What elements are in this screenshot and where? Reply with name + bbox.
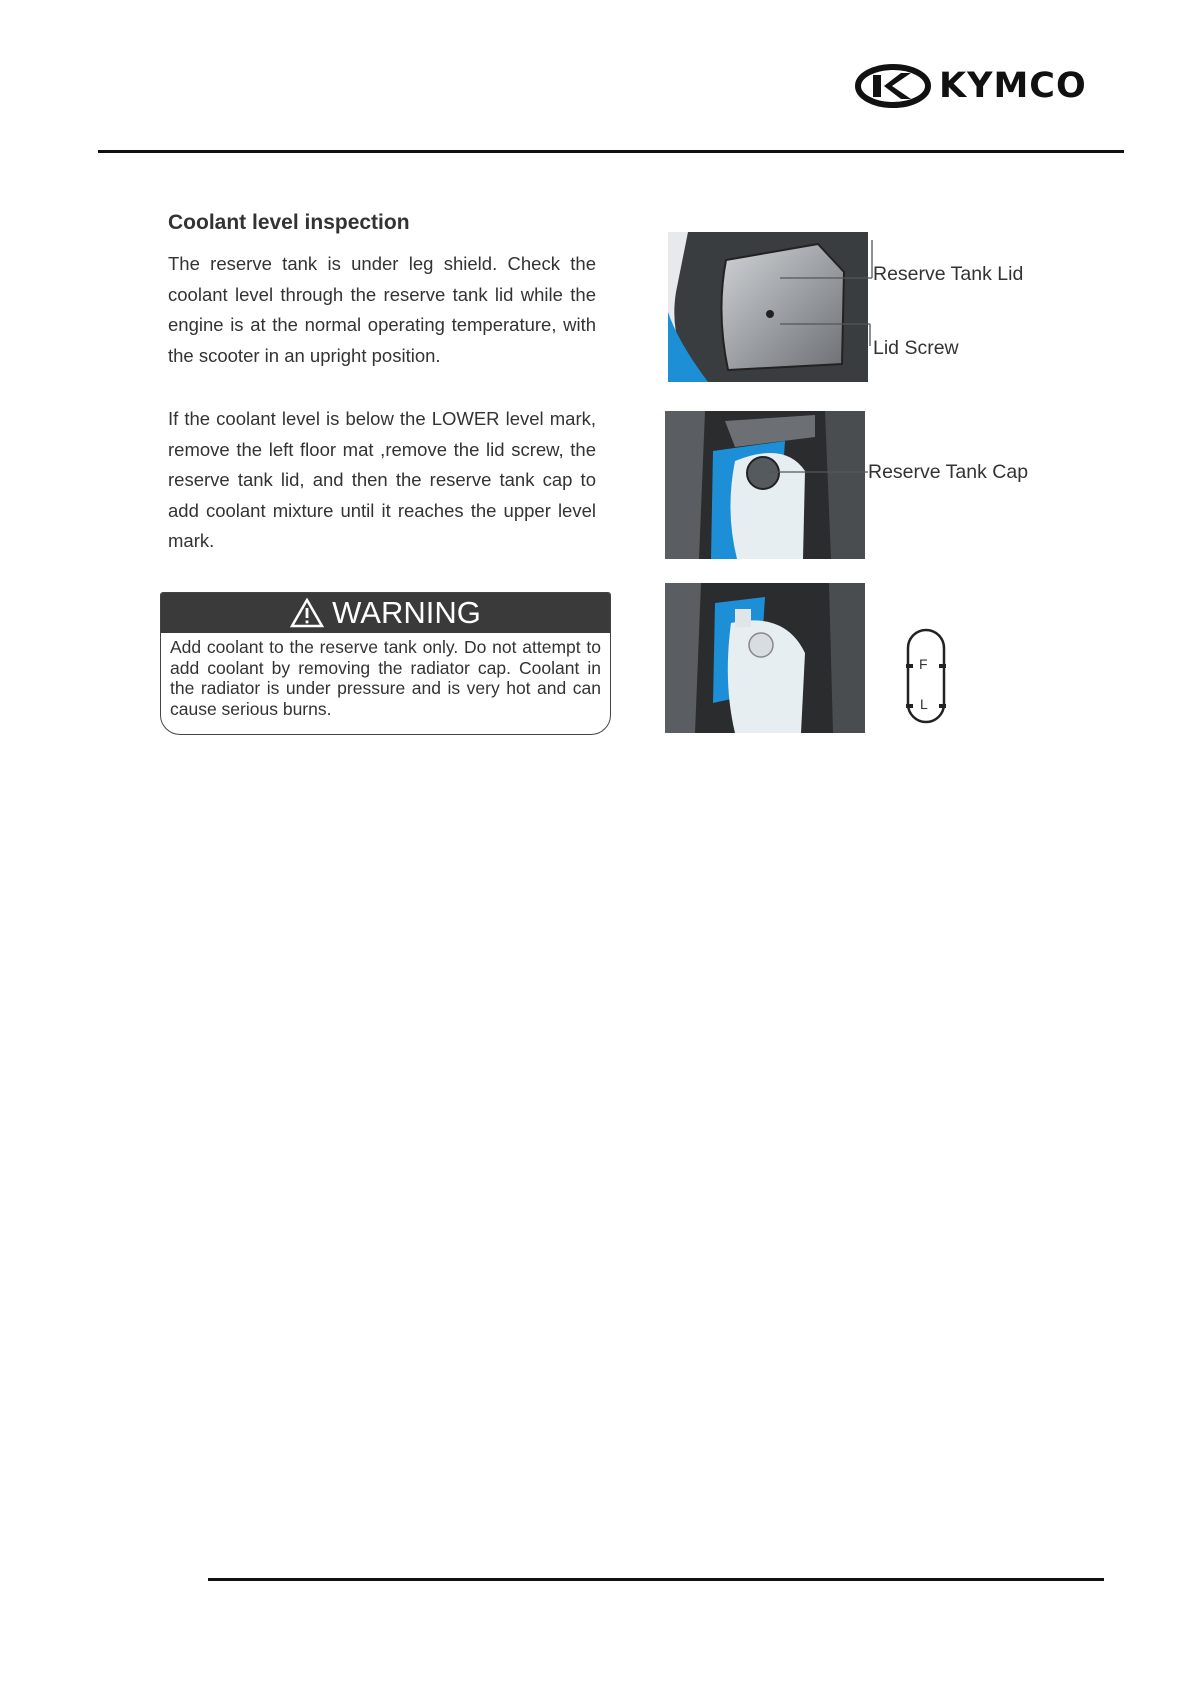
section-title: Coolant level inspection (168, 211, 410, 234)
level-indicator-diagram (906, 628, 946, 724)
lid-leader-lines (780, 240, 880, 350)
warning-header (161, 593, 610, 633)
kymco-emblem-icon (855, 64, 931, 108)
low-level-mark: L (920, 696, 928, 712)
lid-screw-label: Lid Screw (873, 337, 959, 359)
brand-name: KYMCO (939, 66, 1087, 106)
cap-leader-line (770, 470, 870, 474)
reserve-tank-lid-label: Reserve Tank Lid (873, 263, 1024, 285)
warning-title: WARNING (332, 595, 481, 630)
coolant-level-photo (665, 583, 865, 733)
kymco-logo (855, 64, 1105, 108)
warning-triangle-icon (290, 598, 324, 628)
full-level-mark: F (919, 656, 928, 672)
inspection-paragraph: The reserve tank is under leg shield. Check the coolant level through the reserve tank lid while the engine is at the normal operating temperature, with the scooter in an upright position. (168, 253, 596, 366)
reserve-tank-cap-label: Reserve Tank Cap (868, 461, 1029, 483)
warning-text: Add coolant to the reserve tank only. Do not attempt to add coolant by removing the radiator cap. Coolant in the radiator is under pressure and is very hot and can cause serious burns. (170, 637, 601, 719)
refill-paragraph: If the coolant level is below the LOWER level mark, remove the left floor mat ,remove the lid screw, the reserve tank lid, and then the reserve tank cap to add coolant mixture until it reaches the upper level mark. (168, 408, 596, 551)
reserve-tank-cap-photo (665, 411, 865, 559)
warning-box (160, 592, 611, 735)
header-rule (98, 150, 1124, 153)
footer-rule (208, 1578, 1104, 1581)
